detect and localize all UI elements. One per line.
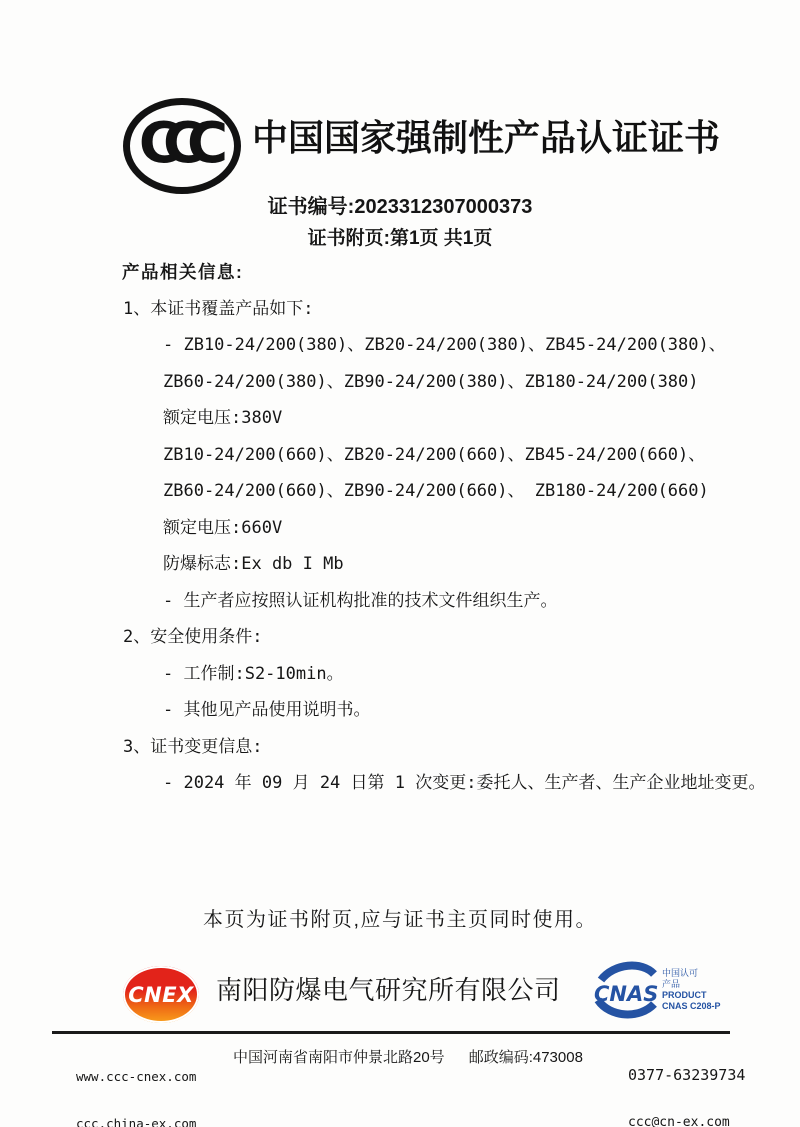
attachment-page-label: 证书附页: [307,228,390,249]
footer-email: ccc@cn-ex.com [628,1115,730,1127]
product-line: ZB60-24/200(380)、ZB90-24/200(380)、ZB180-24/200(380) [163,371,699,392]
attachment-usage-note: 本页为证书附页,应与证书主页同时使用。 [202,909,598,931]
ccc-mark-icon [123,98,241,194]
section-3-heading: 3、证书变更信息: [123,736,263,757]
production-note-line: - 生产者应按照认证机构批准的技术文件组织生产。 [163,590,558,611]
cnas-caption-line: 中国认可 [662,968,699,978]
website-ccc-cnex: www.ccc-cnex.com [76,1069,197,1084]
other-conditions-line: - 其他见产品使用说明书。 [163,700,371,720]
footer-divider [52,1031,730,1034]
section-1-heading: 1、本证书覆盖产品如下: [123,298,314,319]
duty-cycle-line: - 工作制:S2-10min。 [163,663,344,684]
rated-voltage-line: 额定电压:660V [163,517,283,538]
cnex-logo-icon [123,966,199,1023]
footer-address: 中国河南省南阳市仲景北路20号 [233,1049,445,1066]
product-line: ZB10-24/200(660)、ZB20-24/200(660)、ZB45-24/200(660)、 [163,444,706,465]
change-record-line: - 2024 年 09 月 24 日第 1 次变更:委托人、生产者、生产企业地址变更。 [163,773,766,793]
certificate-meta [0,191,800,255]
certificate-number-label: 证书编号: [267,196,355,218]
rated-voltage-line: 额定电压:380V [163,408,283,428]
certificate-number-line [0,191,800,223]
certificate-number-value: 2023312307000373 [354,196,533,218]
cnas-caption-line: CNAS C208-P [662,1001,721,1011]
section-2-heading: 2、安全使用条件: [123,627,263,647]
website-china-ex: ccc.china-ex.com [76,1115,197,1127]
product-info-body [122,254,766,802]
footer-phone: 0377-63239734 [628,1066,746,1084]
cnas-caption [662,968,721,1012]
postal-code-value: 473008 [532,1049,583,1066]
product-line: ZB60-24/200(660)、ZB90-24/200(660)、 ZB180-24/200(660) [163,481,709,501]
organization-name: 南阳防爆电气研究所有限公司 [216,975,561,1005]
footer-websites [76,1038,196,1127]
cnas-logo-letters: CNAS [594,982,658,1006]
attachment-page-line [0,223,800,255]
cnex-logo-letters: CNEX [128,982,194,1007]
cnas-logo-icon [594,961,658,1019]
footer-address-block [233,1046,583,1067]
cnas-accreditation-block [594,961,721,1019]
attachment-page-value: 第1页 共1页 [389,228,493,249]
postal-code-label: 邮政编码: [468,1049,533,1066]
cnas-caption-line: PRODUCT [662,990,707,1000]
section-title: 产品相关信息: [122,262,244,282]
ccc-mark-letters: CCC [138,111,212,176]
ex-marking-line: 防爆标志:Ex db I Mb [163,554,344,574]
certificate-title: 中国国家强制性产品认证证书 [252,117,721,158]
cnas-caption-line: 产品 [662,979,681,989]
product-line: - ZB10-24/200(380)、ZB20-24/200(380)、ZB45-24/200(380)、 [163,335,726,355]
footer-contact-block [628,1035,745,1127]
